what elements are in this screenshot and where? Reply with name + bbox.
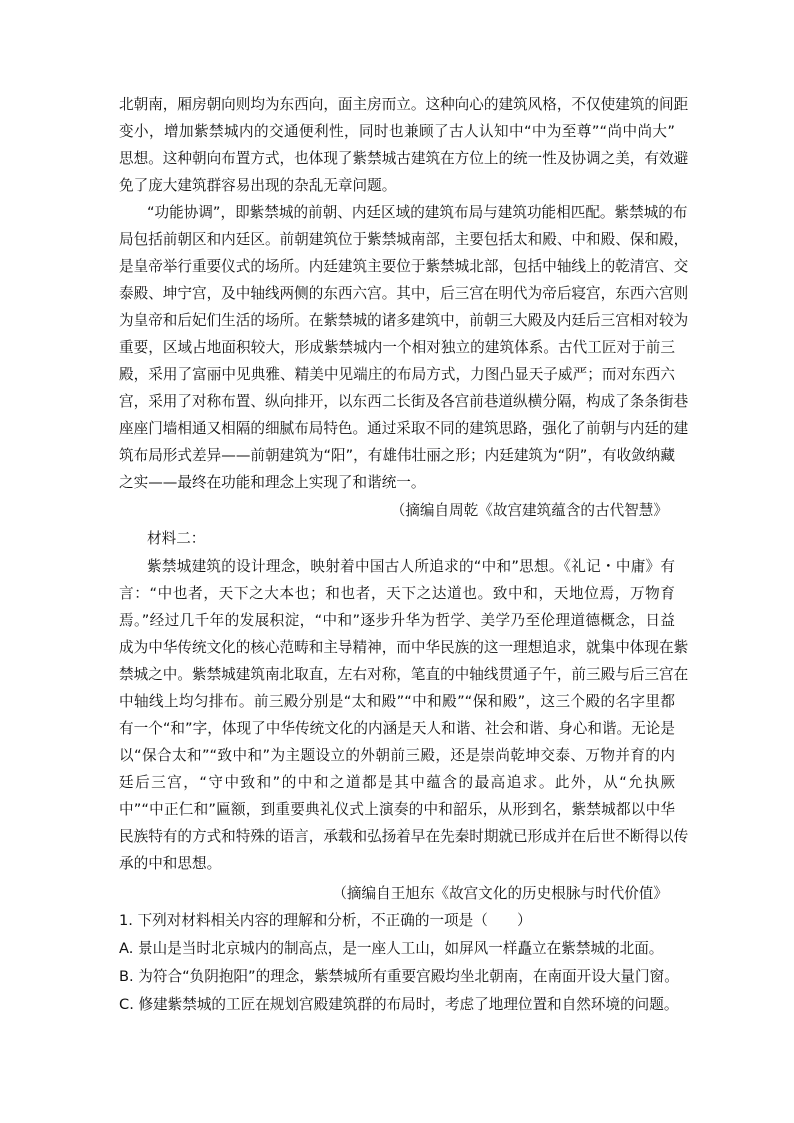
text-line: 言：“中也者，天下之大本也；和也者，天下之达道也。致中和，天地位焉，万物育 [119, 585, 675, 602]
text-line: 禁城之中。紫禁城建筑南北取直，左右对称，笔直的中轴线贯通子午，前三殿与后三宫在 [119, 666, 689, 683]
text-line: 重要，区域占地面积较大，形成紫禁城内一个相对独立的建筑体系。古代工匠对于前三 [119, 339, 675, 356]
text-line: 宫，采用了对称布置、纵向排开，以东西二长街及各宫前巷道纵横分隔，构成了条条街巷 [119, 393, 689, 410]
paragraph-first-line: 紫禁城建筑的设计理念，映射着中国古人所追求的“中和”思想。《礼记・中庸》有 [147, 558, 675, 575]
text-line: 廷后三宫，“守中致和”的中和之道都是其中蕴含的最高追求。此外，从“允执厥 [119, 774, 675, 791]
text-line: 民族特有的方式和特殊的语言，承载和弘扬着早在先秦时期就已形成并在后世不断得以传 [119, 828, 689, 845]
question-stem: 1. 下列对材料相关内容的理解和分析，不正确的一项是（ ） [119, 912, 532, 929]
option-a: A. 景山是当时北京城内的制高点，是一座人工山，如屏风一样矗立在紫禁城的北面。 [119, 940, 664, 957]
text-line: 有一个“和”字，体现了中华传统文化的内涵是天人和谐、社会和谐、身心和谐。无论是 [119, 720, 675, 737]
option-c: C. 修建紫禁城的工匠在规划宫殿建筑群的布局时，考虑了地理位置和自然环境的问题。 [119, 996, 679, 1013]
text-line: 成为中华传统文化的核心范畴和主导精神，而中华民族的这一理想追求，就集中体现在紫 [119, 639, 689, 656]
text-line: 之实——最终在功能和理念上实现了和谐统一。 [119, 474, 426, 491]
text-line: 中”“中正仁和”匾额，到重要典礼仪式上演奏的中和韶乐，从形到名，紫禁城都以中华 [119, 801, 675, 818]
source-citation: （摘编自王旭东《故宫文化的历史根脉与时代价值》 [332, 885, 668, 902]
text-line: 泰殿、坤宁宫，及中轴线两侧的东西六宫。其中，后三宫在明代为帝后寝宫，东西六宫则 [119, 285, 689, 302]
text-line: 焉。”经过几千年的发展积淀，“中和”逐步升华为哲学、美学乃至伦理道德概念，日益 [119, 612, 675, 629]
text-line: 免了庞大建筑群容易出现的杂乱无章问题。 [119, 177, 397, 194]
section-heading: 材料二： [147, 530, 206, 547]
text-line: 殿，采用了富丽中见典雅、精美中见端庄的布局方式，力图凸显天子威严；而对东西六 [119, 366, 675, 383]
text-line: 局包括前朝区和内廷区。前朝建筑位于紫禁城南部，主要包括太和殿、中和殿、保和殿， [119, 231, 689, 248]
text-line: 座座门墙相通又相隔的细腻布局特色。通过采取不同的建筑思路，强化了前朝与内廷的建 [119, 420, 689, 437]
text-line: 中轴线上均匀排布。前三殿分别是“太和殿”“中和殿”“保和殿”，这三个殿的名字里都 [119, 693, 675, 710]
paragraph-first-line: “功能协调”，即紫禁城的前朝、内廷区域的建筑布局与建筑功能相匹配。紫禁城的布 [147, 204, 688, 221]
source-citation: （摘编自周乾《故宫建筑蕴含的古代智慧》 [390, 502, 668, 519]
text-line: 思想。这种朝向布置方式，也体现了紫禁城古建筑在方位上的统一性及协调之美，有效避 [119, 150, 689, 167]
text-line: 以“保合太和”“致中和”为主题设立的外朝前三殿，还是崇尚乾坤交泰、万物并育的内 [119, 747, 675, 764]
text-line: 为皇帝和后妃们生活的场所。在紫禁城的诸多建筑中，前朝三大殿及内廷后三宫相对较为 [119, 312, 689, 329]
text-line: 是皇帝举行重要仪式的场所。内廷建筑主要位于紫禁城北部，包括中轴线上的乾清宫、交 [119, 258, 689, 275]
text-line: 筑布局形式差异——前朝建筑为“阳”，有雄伟壮丽之形；内廷建筑为“阴”，有收敛纳藏 [119, 447, 675, 464]
text-line: 北朝南，厢房朝向则均为东西向，面主房而立。这种向心的建筑风格，不仅使建筑的间距 [119, 96, 689, 113]
text-line: 承的中和思想。 [119, 855, 222, 872]
option-b: B. 为符合“负阴抱阳”的理念，紫禁城所有重要宫殿均坐北朝南，在南面开设大量门窗。 [119, 968, 679, 985]
text-line: 变小，增加紫禁城内的交通便利性，同时也兼顾了古人认知中“中为至尊”“尚中尚大” [119, 123, 675, 140]
